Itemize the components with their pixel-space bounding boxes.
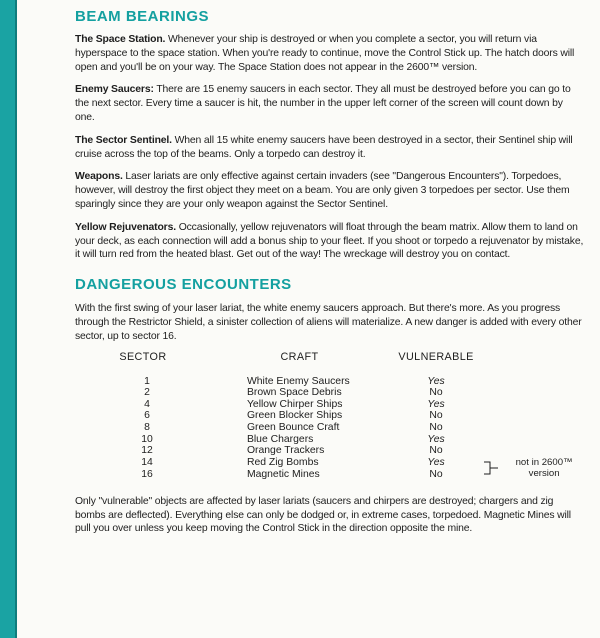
column-header-sector: SECTOR bbox=[119, 350, 167, 363]
bracket-icon bbox=[484, 461, 498, 475]
manual-page bbox=[75, 8, 585, 536]
cell-sector: 12 bbox=[141, 445, 153, 457]
cell-vulnerable: No bbox=[429, 387, 443, 399]
term-weapons: Weapons. bbox=[75, 171, 123, 183]
cell-note-empty bbox=[484, 434, 585, 446]
cell-sector: 10 bbox=[141, 433, 153, 445]
text-weapons: Laser lariats are only effective against certain invaders (see "Dangerous Encounters"). Torpedoes, however, will destroy the first object they meet on a beam. You are only given 3 torpedoes per sector. Use them sparingly since they are your only weapon against the Sector Sentinel. bbox=[75, 171, 570, 210]
cell-note-empty bbox=[484, 387, 585, 399]
cell-craft: Red Zig Bombs bbox=[246, 456, 319, 468]
cell-sector: 2 bbox=[144, 387, 150, 399]
cell-craft: Green Bounce Craft bbox=[246, 421, 340, 433]
cell-vulnerable: Yes bbox=[427, 433, 445, 445]
beam-bearings-section bbox=[75, 8, 585, 262]
term-enemy-saucers: Enemy Saucers: bbox=[75, 84, 154, 96]
term-yellow-rejuvenators: Yellow Rejuvenators. bbox=[75, 221, 176, 233]
cell-note-empty bbox=[484, 422, 585, 434]
cell-note-empty bbox=[484, 410, 585, 422]
cell-note-empty bbox=[484, 399, 585, 411]
cell-note-not-in-2600 bbox=[484, 457, 585, 481]
column-header-note bbox=[484, 351, 585, 376]
cell-vulnerable: No bbox=[429, 468, 443, 480]
table-row bbox=[75, 399, 585, 411]
cell-sector: 1 bbox=[144, 375, 150, 387]
cell-vulnerable: No bbox=[429, 410, 443, 422]
text-yellow-rejuvenators: Occasionally, yellow rejuvenators will float through the beam matrix. Allow them to land on your deck, as each connection will add a bonus ship to your fleet. If you shoot or torpedo a rejuvenator by mistake, it will turn red from the heated blast. Get out of the way! The wreckage will destroy you on contact. bbox=[75, 221, 584, 261]
column-header-vulnerable: VULNERABLE bbox=[398, 350, 474, 363]
table-row bbox=[75, 434, 585, 446]
cell-sector: 16 bbox=[141, 468, 153, 480]
paragraph-weapons bbox=[75, 170, 585, 211]
table-row bbox=[75, 457, 585, 469]
page-spine-edge bbox=[15, 0, 17, 638]
cell-sector: 8 bbox=[144, 421, 150, 433]
dangerous-encounters-section bbox=[75, 276, 585, 536]
cell-sector: 6 bbox=[144, 410, 150, 422]
section-heading-beam-bearings: BEAM BEARINGS bbox=[75, 8, 210, 25]
paragraph-space-station bbox=[75, 33, 585, 74]
section-heading-dangerous-encounters: DANGEROUS ENCOUNTERS bbox=[75, 276, 292, 294]
cell-vulnerable: No bbox=[429, 445, 443, 457]
cell-sector: 14 bbox=[141, 456, 153, 468]
cell-craft: Yellow Chirper Ships bbox=[246, 398, 343, 410]
table-row bbox=[75, 410, 585, 422]
cell-vulnerable: Yes bbox=[427, 375, 445, 387]
page-spine bbox=[0, 0, 15, 638]
encounters-table bbox=[75, 351, 585, 481]
paragraph-enemy-saucers bbox=[75, 83, 585, 124]
cell-vulnerable: Yes bbox=[427, 456, 445, 468]
text-sector-sentinel: When all 15 white enemy saucers have been destroyed in a sector, their Sentinel ship will cruise across the top of the beams. Only a torpedo can destroy it. bbox=[75, 134, 573, 160]
paragraph-encounters-intro: With the first swing of your laser lariat, the white enemy saucers approach. But there's more. As you progress through the Restrictor Shield, a sinister collection of aliens will materialize. A new danger is added with every other sector, up to sector 16. bbox=[75, 303, 582, 342]
cell-craft: Magnetic Mines bbox=[246, 468, 320, 480]
cell-note-empty bbox=[484, 376, 585, 388]
cell-vulnerable: Yes bbox=[427, 398, 445, 410]
paragraph-sector-sentinel bbox=[75, 134, 585, 162]
cell-craft: Green Blocker Ships bbox=[246, 410, 343, 422]
column-header-craft: CRAFT bbox=[280, 350, 319, 363]
note-bracket-group bbox=[484, 457, 585, 481]
text-space-station: Whenever your ship is destroyed or when you complete a sector, you will return via hyperspace to the space station. When you're ready to continue, move the Control Stick up. The hatch doors will open and you'll be on your way. The Space Station does not appear in the 2600™ version. bbox=[75, 34, 575, 73]
cell-craft: Brown Space Debris bbox=[246, 387, 342, 399]
cell-sector: 4 bbox=[144, 398, 150, 410]
cell-vulnerable: No bbox=[429, 421, 443, 433]
paragraph-yellow-rejuvenators bbox=[75, 221, 585, 262]
paragraph-encounters-closing: Only "vulnerable" objects are affected by laser lariats (saucers and chirpers are destroyed; chargers and zig bombs are deflected). Everything else can only be dodged or, in extreme cases, torpedoed. Magnetic Mines will pull you over unless you keep moving the Control Stick in the direction opposite the mine. bbox=[75, 495, 571, 535]
note-not-in-2600: not in 2600™ version bbox=[515, 456, 573, 480]
cell-craft: Orange Trackers bbox=[246, 445, 325, 457]
table-header-row bbox=[75, 351, 585, 376]
table-row bbox=[75, 422, 585, 434]
table-row bbox=[75, 445, 585, 457]
cell-craft: White Enemy Saucers bbox=[246, 375, 350, 387]
cell-craft: Blue Chargers bbox=[246, 433, 314, 445]
table-row bbox=[75, 376, 585, 388]
term-space-station: The Space Station. bbox=[75, 34, 166, 45]
term-sector-sentinel: The Sector Sentinel. bbox=[75, 134, 172, 146]
table-row bbox=[75, 387, 585, 399]
text-enemy-saucers: There are 15 enemy saucers in each sector. They all must be destroyed before you can go to the next sector. Every time a saucer is hit, the number in the upper left corner of the screen will count down by one. bbox=[75, 84, 571, 123]
cell-note-empty bbox=[484, 445, 585, 457]
